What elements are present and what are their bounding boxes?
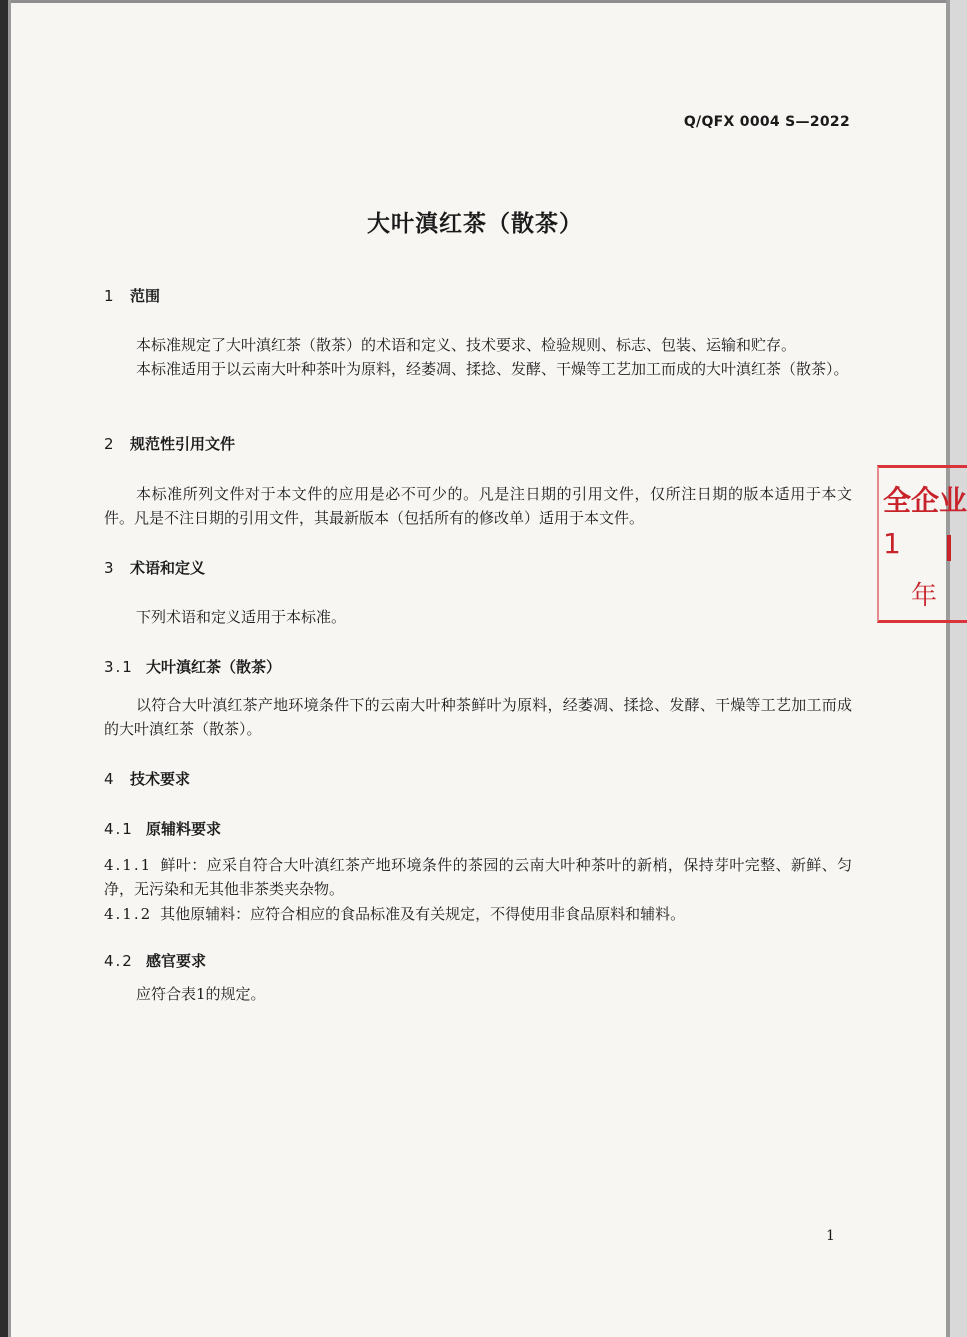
scan-edge-left-shadow xyxy=(8,0,11,1337)
section-number: 4.1 xyxy=(104,820,134,838)
clause-text: 鲜叶：应采自符合大叶滇红茶产地环境条件的茶园的云南大叶种茶叶的新梢，保持芽叶完整、新鲜、匀净，无污染和无其他非茶类夹杂物。 xyxy=(104,856,852,898)
stamp-text: 1 xyxy=(883,527,901,560)
scan-edge-right xyxy=(946,0,950,1337)
section-number: 1 xyxy=(104,287,116,305)
clause-text: 其他原辅料：应符合相应的食品标准及有关规定，不得使用非食品原料和辅料。 xyxy=(160,905,686,923)
clause-number: 4.1.1 xyxy=(104,856,153,874)
subsection-heading-4-1 xyxy=(104,818,221,839)
section-number: 3 xyxy=(104,559,116,577)
paragraph: 以符合大叶滇红茶产地环境条件下的云南大叶种茶鲜叶为原料，经萎凋、揉捻、发酵、干燥等工艺加工而成的大叶滇红茶（散茶）。 xyxy=(104,696,852,738)
standard-code: Q/QFX 0004 S—2022 xyxy=(683,114,850,130)
clause-4-1-2 xyxy=(104,902,852,926)
section-title: 规范性引用文件 xyxy=(130,435,236,453)
section-heading-terms xyxy=(104,557,205,578)
stamp-mark xyxy=(947,535,951,561)
subsection-heading-3-1 xyxy=(104,656,281,677)
section-heading-normative-references xyxy=(104,433,235,454)
paragraph: 本标准规定了大叶滇红茶（散茶）的术语和定义、技术要求、检验规则、标志、包装、运输和贮存。 xyxy=(136,336,797,354)
section-number: 4 xyxy=(104,770,116,788)
paragraph: 下列术语和定义适用于本标准。 xyxy=(136,608,347,626)
clause-number: 4.1.2 xyxy=(104,905,153,923)
stamp-text: 全企业 xyxy=(883,484,967,517)
page-number: 1 xyxy=(826,1228,835,1244)
section-number: 3.1 xyxy=(104,658,134,676)
document-title: 大叶滇红茶（散茶） xyxy=(367,211,583,237)
stamp-text: 年 xyxy=(911,581,938,611)
section-number: 2 xyxy=(104,435,116,453)
section-title: 原辅料要求 xyxy=(146,820,222,838)
section-heading-technical-requirements xyxy=(104,768,190,789)
paragraph: 本标准所列文件对于本文件的应用是必不可少的。凡是注日期的引用文件，仅所注日期的版本适用于本文件。凡是不注日期的引用文件，其最新版本（包括所有的修改单）适用于本文件。 xyxy=(104,485,852,527)
section-heading-scope xyxy=(104,285,160,306)
section-number: 4.2 xyxy=(104,952,134,970)
red-seal-stamp xyxy=(877,465,967,625)
paragraph: 本标准适用于以云南大叶种茶叶为原料，经萎凋、揉捻、发酵、干燥等工艺加工而成的大叶滇红茶（散茶）。 xyxy=(136,360,849,378)
section-title: 术语和定义 xyxy=(130,559,206,577)
paragraph: 应符合表1的规定。 xyxy=(136,985,266,1003)
section-title: 范围 xyxy=(130,287,161,305)
clause-4-1-1 xyxy=(104,853,852,901)
section-title: 技术要求 xyxy=(130,770,191,788)
subsection-heading-4-2 xyxy=(104,950,206,971)
section-title: 感官要求 xyxy=(146,952,207,970)
section-title: 大叶滇红茶（散茶） xyxy=(146,658,282,676)
scan-edge-top xyxy=(0,0,950,3)
scan-edge-left xyxy=(0,0,8,1337)
